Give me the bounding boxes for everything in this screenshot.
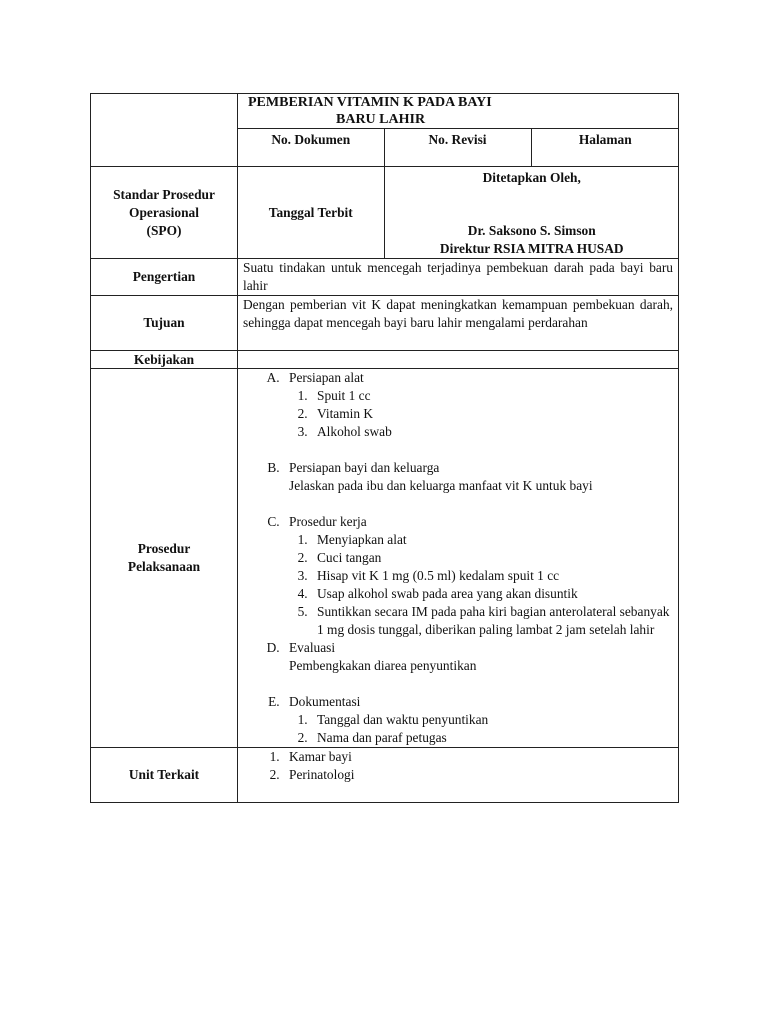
unit-terkait-row	[91, 748, 679, 803]
header-inner	[238, 94, 679, 166]
kebijakan-label: Kebijakan	[91, 351, 238, 369]
tanggal-terbit-label: Tanggal Terbit	[268, 204, 353, 220]
no-dokumen-header: No. Dokumen	[238, 129, 384, 167]
tujuan-row	[91, 296, 679, 351]
signer-name: Dr. Saksono S. Simson	[467, 223, 596, 238]
list-item: 2. Nama dan paraf petugas	[311, 729, 673, 747]
ditetapkan-oleh: Ditetapkan Oleh,	[482, 170, 581, 185]
list-item: 2. Perinatologi	[283, 766, 673, 784]
spo-detail-cell	[238, 167, 679, 259]
kebijakan-text	[238, 351, 679, 369]
list-item: 2. Vitamin K	[311, 405, 673, 423]
spo-label-line-3: (SPO)	[146, 222, 182, 238]
step-e-list	[289, 711, 673, 747]
pengertian-label: Pengertian	[91, 259, 238, 296]
step-e-title: Dokumentasi	[289, 694, 361, 709]
step-e	[283, 693, 673, 747]
kebijakan-row	[91, 351, 679, 369]
signer-title: Direktur RSIA MITRA HUSAD	[439, 241, 624, 256]
spo-label	[91, 167, 238, 259]
list-item: 1. Spuit 1 cc	[311, 387, 673, 405]
list-item: 4. Usap alkohol swab pada area yang akan disuntik	[311, 585, 673, 603]
document-title	[238, 94, 679, 129]
header-row	[91, 94, 679, 167]
halaman-header: Halaman	[531, 129, 679, 167]
step-c-list	[289, 531, 673, 639]
spo-document	[90, 93, 678, 803]
unit-terkait-label: Unit Terkait	[91, 748, 238, 803]
step-c-title: Prosedur kerja	[289, 514, 367, 529]
prosedur-label	[91, 369, 238, 748]
list-item: 5. Suntikkan secara IM pada paha kiri bagian anterolateral sebanyak 1 mg dosis tunggal, diberikan paling lambat 2 jam setelah lahir	[311, 603, 673, 639]
step-a-list	[289, 387, 673, 441]
step-b-text: Jelaskan pada ibu dan keluarga manfaat vit K untuk bayi	[289, 478, 593, 493]
unit-terkait-content	[238, 748, 679, 803]
list-item: 3. Alkohol swab	[311, 423, 673, 441]
step-d-text: Pembengkakan diarea penyuntikan	[289, 658, 477, 673]
spo-row	[91, 167, 679, 259]
step-a-title: Persiapan alat	[289, 370, 364, 385]
pengertian-text: Suatu tindakan untuk mencegah terjadinya pembekuan darah pada bayi baru lahir	[238, 259, 679, 296]
prosedur-label-line-1: Prosedur	[137, 541, 191, 556]
prosedur-row	[91, 369, 679, 748]
prosedur-steps	[238, 369, 673, 747]
list-item: 1. Kamar bayi	[283, 748, 673, 766]
step-d	[283, 639, 673, 675]
step-d-title: Evaluasi	[289, 640, 336, 655]
tujuan-label: Tujuan	[91, 296, 238, 351]
unit-terkait-list	[238, 748, 673, 784]
prosedur-label-line-2: Pelaksanaan	[127, 559, 201, 574]
title-line-2: BARU LAHIR	[336, 112, 426, 127]
approval-block	[384, 167, 679, 258]
step-c	[283, 513, 673, 639]
step-b-title: Persiapan bayi dan keluarga	[289, 460, 440, 475]
list-item: 2. Cuci tangan	[311, 549, 673, 567]
pengertian-row	[91, 259, 679, 296]
header-cell	[238, 94, 679, 167]
list-item: 1. Tanggal dan waktu penyuntikan	[311, 711, 673, 729]
step-a	[283, 369, 673, 441]
step-b	[283, 459, 673, 495]
list-item: 1. Menyiapkan alat	[311, 531, 673, 549]
no-revisi-header: No. Revisi	[384, 129, 531, 167]
spo-label-line-2: Operasional	[129, 204, 199, 220]
logo-cell	[91, 94, 238, 167]
spo-inner	[238, 167, 679, 258]
tujuan-text: Dengan pemberian vit K dapat meningkatkan kemampuan pembekuan darah, sehingga dapat mencegah bayi baru lahir mengalami perdarahan	[238, 296, 679, 351]
spo-table	[90, 93, 679, 803]
list-item: 3. Hisap vit K 1 mg (0.5 ml) kedalam spuit 1 cc	[311, 567, 673, 585]
spo-label-line-1: Standar Prosedur	[113, 186, 215, 202]
prosedur-content	[238, 369, 679, 748]
title-line-1: PEMBERIAN VITAMIN K PADA BAYI	[248, 95, 492, 110]
